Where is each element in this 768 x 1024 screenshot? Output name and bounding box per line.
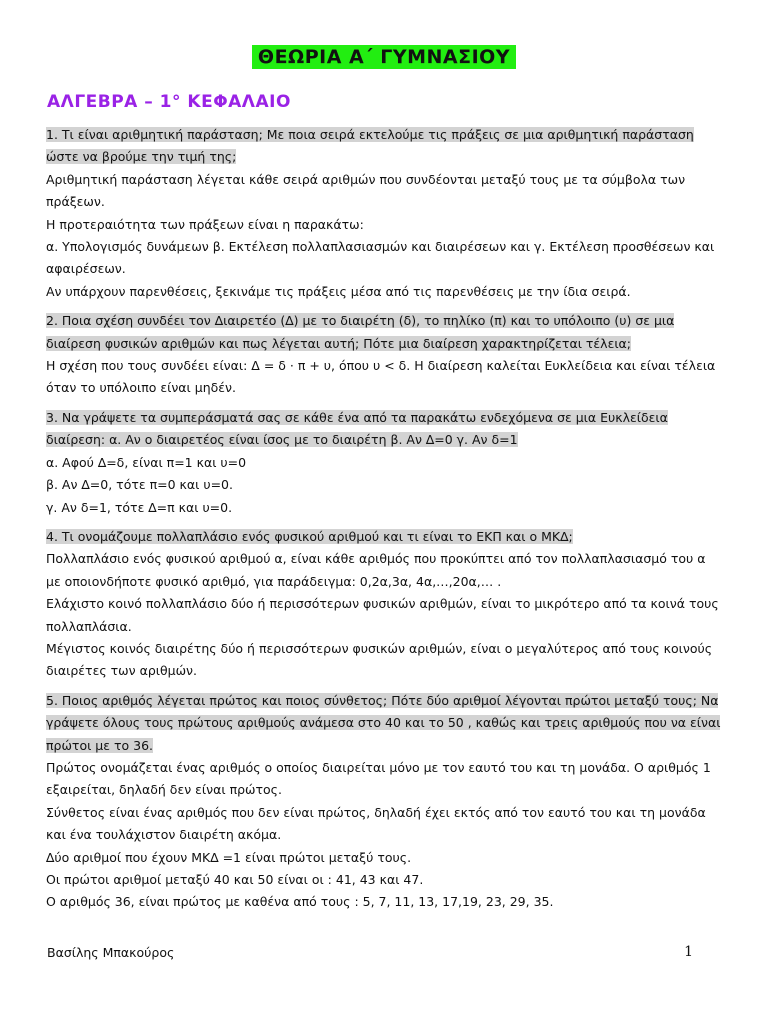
answer-5-line-4: Οι πρώτοι αριθμοί μεταξύ 40 και 50 είναι οι : 41, 43 και 47.: [46, 872, 424, 887]
question-3: 3. Να γράψετε τα συμπεράσματά σας σε κάθε ένα από τα παρακάτω ενδεχόμενα σε μια Ευκλείδεια διαίρεση: α. Αν ο διαιρετέος είναι ίσος με το διαιρέτη β. Αν ∆=0 γ. Αν δ=1: [46, 409, 668, 448]
answer-5-line-2: Σύνθετος είναι ένας αριθμός που δεν είναι πρώτος, δηλαδή έχει εκτός από τον εαυτό του και τη μονάδα και ένα τουλάχιστον διαιρέτη ακόμα.: [46, 804, 706, 843]
content: [46, 124, 722, 921]
footer-author: Βασίλης Μπακούρος: [47, 945, 175, 960]
answer-1-line-4: Αν υπάρχουν παρενθέσεις, ξεκινάμε τις πράξεις μέσα από τις παρενθέσεις με την ίδια σειρά.: [46, 283, 631, 299]
answer-1-line-3: α. Υπολογισμός δυνάμεων β. Εκτέλεση πολλαπλασιασμών και διαιρέσεων και γ. Εκτέλεση προσθέσεων και αφαιρέσεων.: [46, 239, 715, 277]
answer-1-line-1: Αριθμητική παράσταση λέγεται κάθε σειρά αριθμών που συνδέονται μεταξύ τους με τα σύμβολα των πράξεων.: [46, 171, 686, 210]
answer-1-line-2: Η προτεραιότητα των πράξεων είναι η παρακάτω:: [46, 216, 364, 232]
answer-5-line-3: ∆ύο αριθμοί που έχουν ΜΚ∆ =1 είναι πρώτοι μεταξύ τους.: [46, 849, 412, 865]
question-4: 4. Τι ονομάζουμε πολλαπλάσιο ενός φυσικού αριθμού και τι είναι το ΕΚΠ και ο ΜΚ∆;: [46, 528, 573, 544]
page-title: ΘΕΩΡΙΑ Α΄ ΓΥΜΝΑΣΙΟΥ: [252, 45, 516, 69]
section-1: [46, 124, 722, 303]
question-2: 2. Ποια σχέση συνδέει τον ∆ιαιρετέο (∆) με το διαιρέτη (δ), το πηλίκο (π) και το υπόλοιπο (υ) σε μια διαίρεση φυσικών αριθμών και πως λέγεται αυτή; Πότε μια διαίρεση χαρακτηρίζεται τέλεια;: [46, 313, 675, 351]
answer-5-line-1: Πρώτος ονομάζεται ένας αριθμός ο οποίος διαιρείται μόνο με τον εαυτό του και τη μονάδα. Ο αριθμός 1 εξαιρείται, δηλαδή δεν είναι πρώτος.: [46, 759, 711, 798]
section-5: [46, 690, 722, 914]
page-number: 1: [684, 944, 693, 960]
chapter-heading: ΑΛΓΕΒΡΑ – 1° ΚΕΦΑΛΑΙΟ: [47, 92, 291, 112]
answer-4-line-3: Μέγιστος κοινός διαιρέτης δύο ή περισσότερων φυσικών αριθμών, είναι ο μεγαλύτερος από τους κοινούς διαιρέτες των αριθμών.: [46, 640, 713, 679]
answer-3-line-1: α. Αφού ∆=δ, είναι π=1 και υ=0: [46, 454, 247, 470]
answer-5-line-5: Ο αριθμός 36, είναι πρώτος με καθένα από τους : 5, 7, 11, 13, 17,19, 23, 29, 35.: [46, 894, 554, 910]
answer-4-line-1: Πολλαπλάσιο ενός φυσικού αριθμού α, είναι κάθε αριθμός που προκύπτει από τον πολλαπλασιασμό του α με οποιονδήποτε φυσικό αριθμό, για παράδειγμα: 0,2α,3α, 4α,…,20α,… .: [46, 551, 706, 589]
answer-3-line-2: β. Αν ∆=0, τότε π=0 και υ=0.: [46, 477, 233, 493]
section-3: [46, 407, 722, 519]
question-5: 5. Ποιος αριθμός λέγεται πρώτος και ποιος σύνθετος; Πότε δύο αριθμοί λέγονται πρώτοι μεταξύ τους; Να γράψετε όλους τους πρώτους αριθμούς ανάμεσα στο 40 και το 50 , καθώς και τρεις αριθμούς που να είναι πρώτοι με το 36.: [46, 692, 721, 753]
section-4: [46, 526, 722, 683]
section-2: [46, 310, 722, 400]
answer-3-line-3: γ. Αν δ=1, τότε ∆=π και υ=0.: [46, 499, 233, 515]
answer-4-line-2: Ελάχιστο κοινό πολλαπλάσιο δύο ή περισσότερων φυσικών αριθμών, είναι το μικρότερο από τα κοινά τους πολλαπλάσια.: [46, 596, 719, 634]
answer-2-line-1: Η σχέση που τους συνδέει είναι: Δ = δ · π + υ, όπου υ < δ. Η διαίρεση καλείται Ευκλείδεια και είναι τέλεια όταν το υπόλοιπο είναι μηδέν.: [46, 358, 716, 396]
question-1: 1. Τι είναι αριθμητική παράσταση; Με ποια σειρά εκτελούμε τις πράξεις σε μια αριθμητική παράσταση ώστε να βρούμε την τιμή της;: [46, 127, 694, 165]
